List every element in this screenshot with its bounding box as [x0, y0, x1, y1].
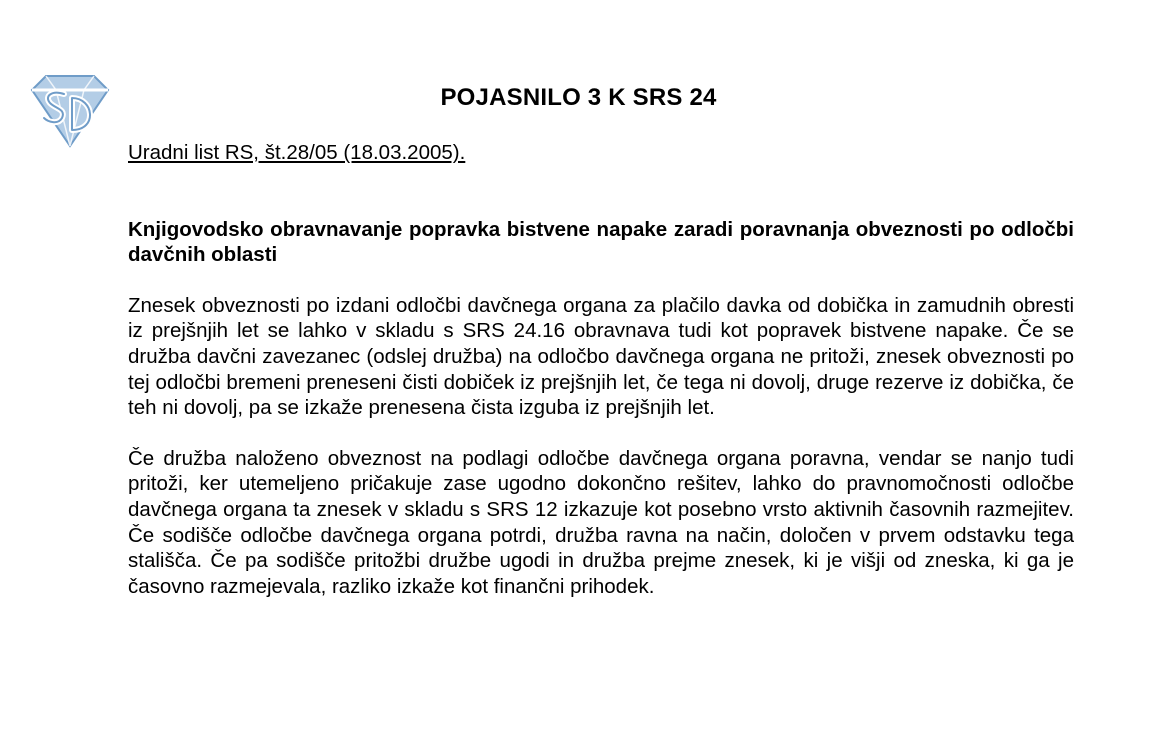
document-body: [128, 140, 1074, 599]
document-title: POJASNILO 3 K SRS 24: [440, 84, 717, 111]
paragraph-1: Znesek obveznosti po izdani odločbi davčnega organa za plačilo davka od dobička in zamudnih obresti iz prejšnjih let se lahko v skladu s SRS 24.16 obravnava tudi kot popravek bistvene napake. Če se družba davčni zavezanec (odslej družba) na odločbo davčnega organa ne pritoži, znesek obveznosti po tej odločbi bremeni preneseni čisti dobiček iz prejšnjih let, če tega ni dovolj, druge rezerve iz dobička, če teh ni dovolj, pa se izkaže prenesena čista izguba iz prejšnjih let.: [128, 293, 1074, 420]
section-heading: Knjigovodsko obravnavanje popravka bistvene napake zaradi poravnanja obveznosti po odločbi davčnih oblasti: [128, 217, 1074, 267]
source-reference: Uradni list RS, št.28/05 (18.03.2005).: [128, 141, 466, 164]
paragraph-2: Če družba naloženo obveznost na podlagi odločbe davčnega organa poravna, vendar se nanjo tudi pritoži, ker utemeljeno pričakuje zase ugodno dokončno rešitev, lahko do pravnomočnosti odločbe davčnega organa ta znesek v skladu s SRS 12 izkazuje kot posebno vrsto aktivnih časovnih razmejitev. Če sodišče odločbe davčnega organa potrdi, družba ravna na način, določen v prvem odstavku tega stališča. Če pa sodišče pritožbi družbe ugodi in družba prejme znesek, ki je višji od zneska, ki ga je časovno razmejevala, razliko izkaže kot finančni prihodek.: [128, 446, 1074, 598]
